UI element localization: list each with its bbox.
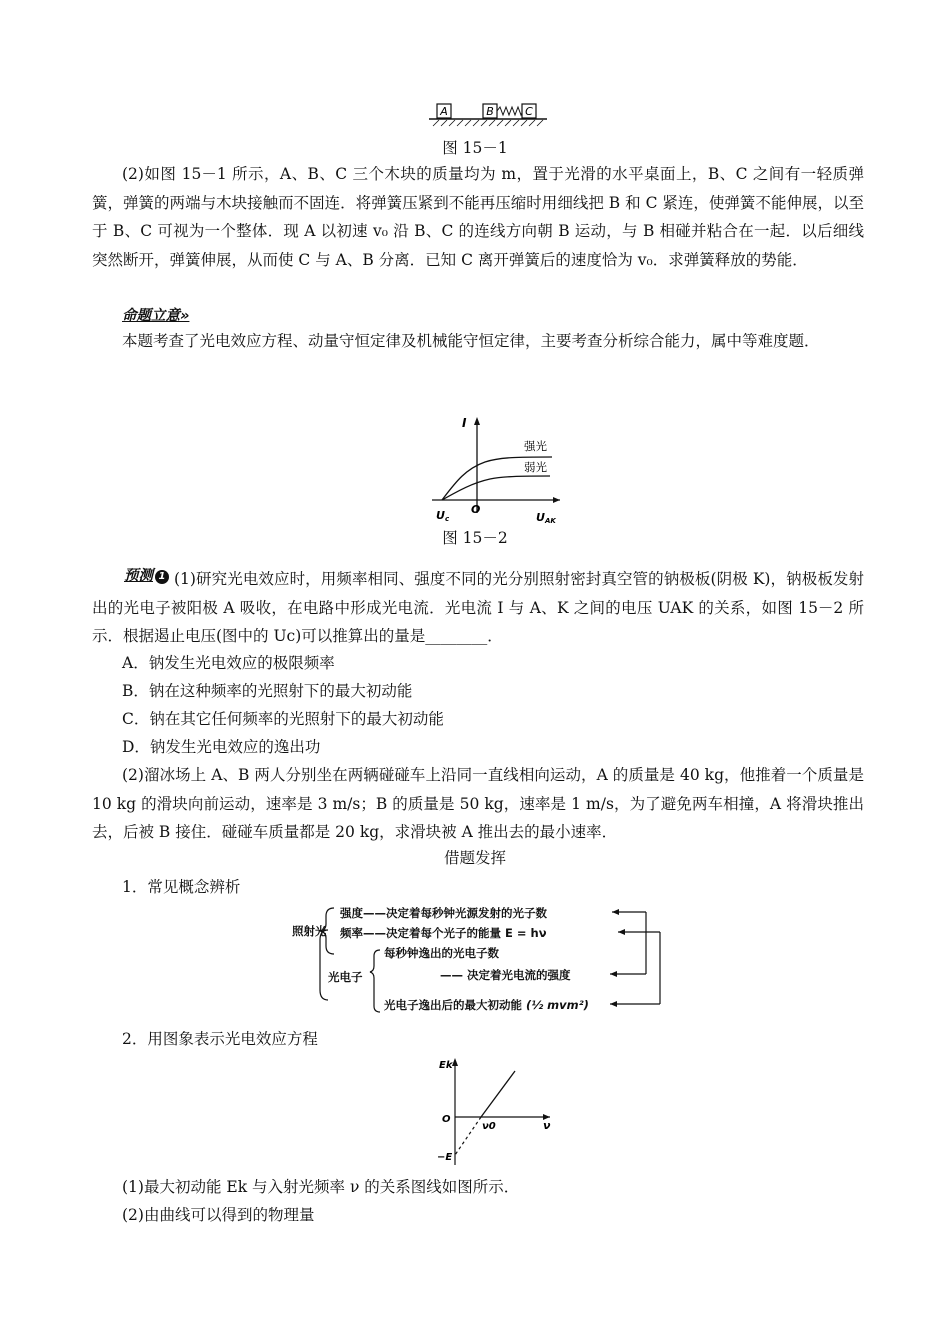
ek-line: [481, 1071, 515, 1117]
weak-light-label: 弱光: [524, 460, 547, 474]
spring: [497, 107, 523, 115]
section-title: 借题发挥: [443, 849, 506, 867]
option-c: C．钠在其它任何频率的光照射下的最大初动能: [122, 710, 444, 728]
item-2-title: 2．用图象表示光电效应方程: [122, 1030, 318, 1048]
strong-light-label: 强光: [524, 439, 547, 453]
intensity-text: 强度——决定着每秒钟光源发射的光子数: [340, 906, 547, 920]
ek-axis-label: Ek: [439, 1060, 453, 1071]
neg-e-label: −E: [437, 1152, 453, 1163]
problem-2-text: (2)如图 15－1 所示，A、B、C 三个木块的质量均为 m，置于光滑的水平桌面上，B、C 之间有一轻质弹簧，弹簧的两端与木块接触而不固连．将弹簧压紧到不能再压缩时用细线把 B 和 C 紧连，使弹簧不能伸展，以至于 B、C 可视为一个整体．现 A 以初速 v₀ 沿 B、C 的连线方向朝 B 运动，与 B 相碰并粘合在一起．以后细线突然断开，弹簧伸展，从而使 C 与 A、B 分离．已知 C 离开弹簧后的速度恰为 v₀．求弹簧释放的势能．: [92, 165, 864, 269]
incident-light-label: 照射光: [292, 924, 327, 938]
prediction-q2-text: (2)溜冰场上 A、B 两人分别坐在两辆碰碰车上沿同一直线相向运动，A 的质量是 40 kg，他推着一个质量是 10 kg 的滑块向前运动，速率是 3 m/s；B 的质量是 50 kg，速率是 1 m/s，为了避免两车相撞，A 将滑块推出去，后被 B 接住．碰碰车质量都是 20 kg，求滑块被 A 推出去的最小速率．: [92, 766, 864, 841]
ek-dashed-extension: [455, 1117, 481, 1155]
current-strength-text: —— 决定着光电流的强度: [440, 968, 571, 982]
figure-15-1: [425, 99, 555, 129]
y-axis-label: I: [462, 416, 467, 430]
figure-15-2-caption: 图 15－2: [442, 529, 508, 547]
note-1: (1)最大初动能 Ek 与入射光频率 ν 的关系图线如图所示．: [122, 1178, 520, 1196]
option-a: A．钠发生光电效应的极限频率: [122, 654, 335, 672]
figure-15-2: [420, 413, 580, 525]
x-axis-label: UAK: [536, 511, 556, 525]
block-b-label: B: [486, 105, 494, 118]
block-c-label: C: [525, 105, 533, 118]
intent-heading: 命题立意»: [122, 308, 190, 324]
note-2: (2)由曲线可以得到的物理量: [122, 1206, 315, 1224]
prediction-label: 预测: [124, 568, 153, 584]
item-1-title: 1．常见概念辨析: [122, 878, 241, 896]
uc-label: Uc: [436, 509, 450, 523]
frequency-text: 频率——决定着每个光子的能量 E = hν: [340, 926, 547, 940]
max-ke-text: [384, 994, 589, 1016]
block-a-label: A: [440, 105, 448, 118]
option-b: B．钠在这种频率的光照射下的最大初动能: [122, 682, 413, 700]
per-second-text: 每秒钟逸出的光电子数: [384, 946, 499, 960]
prediction-q1-text: (1)研究光电效应时，用频率相同、强度不同的光分别照射密封真空管的钠极板(阴极 K)，钠极板发射出的光电子被阳极 A 吸收，在电路中形成光电流．光电流 I 与 A、K 之间的电压 UAK 的关系，如图 15－2 所示．根据遏止电压(图中的 Uc)可以推算出的量是________．: [92, 570, 864, 645]
figure-15-1-caption: 图 15－1: [442, 139, 508, 157]
origin-o: O: [442, 1114, 451, 1125]
prediction-number-badge: 1: [155, 570, 169, 584]
max-ke-formula: (½ mvm²): [526, 998, 589, 1012]
intent-text: 本题考查了光电效应方程、动量守恒定律及机械能守恒定律，主要考查分析综合能力，属中等难度题．: [122, 332, 820, 350]
nu-axis-label: ν: [543, 1119, 551, 1132]
max-ke-label: 光电子逸出后的最大初动能: [384, 998, 522, 1012]
ek-frequency-graph: [435, 1055, 565, 1170]
nu0-label: ν0: [482, 1121, 496, 1132]
option-d: D．钠发生光电效应的逸出功: [122, 738, 321, 756]
origin-label: O: [471, 503, 481, 516]
photoelectron-label: 光电子: [328, 970, 363, 984]
concept-diagram: [292, 900, 672, 1022]
